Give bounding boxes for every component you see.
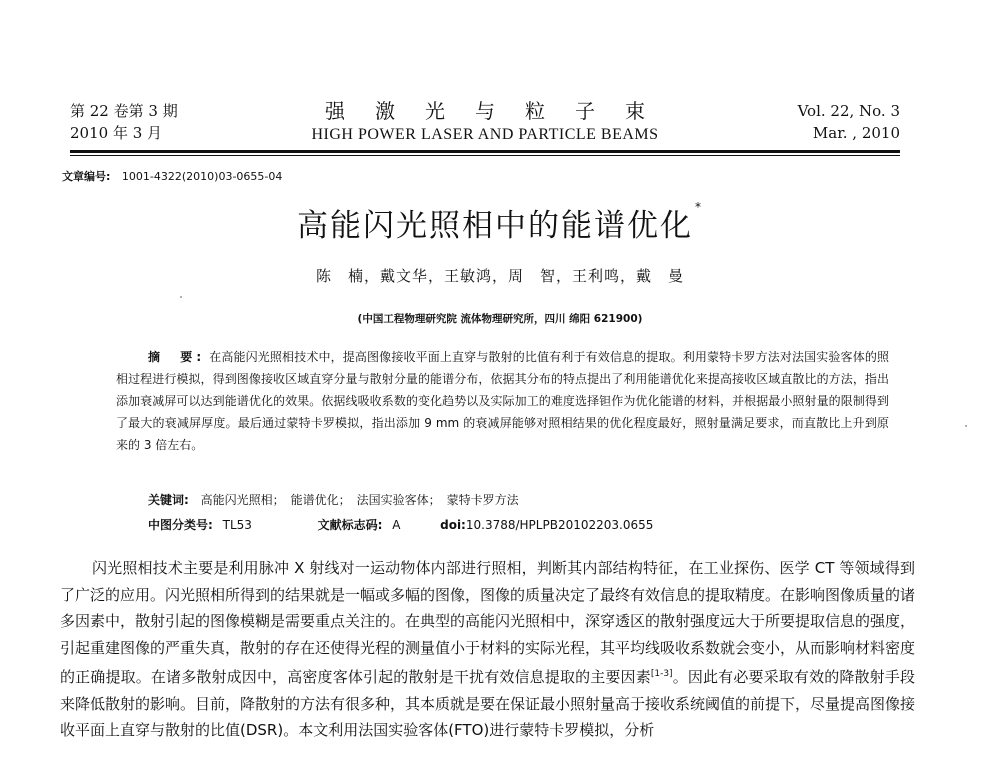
title-footnote-mark: * — [695, 200, 703, 214]
header-rule-thick — [70, 150, 900, 153]
running-header — [70, 100, 900, 148]
doi-label: doi: — [440, 518, 466, 532]
journal-name-en: HIGH POWER LASER AND PARTICLE BEAMS — [311, 126, 659, 143]
affiliation: (中国工程物理研究院 流体物理研究所，四川 绵阳 621900) — [357, 313, 643, 325]
scan-speck — [180, 296, 182, 298]
date-cn: 2010 年 3 月 — [70, 124, 163, 142]
keywords-label: 关键词: — [148, 493, 189, 507]
header-rule-thin — [70, 155, 900, 156]
header-right — [798, 100, 900, 144]
author-list: 陈 楠，戴文华，王敏鸿，周 智，王利鸣，戴 曼 — [315, 267, 684, 285]
keywords-text: 高能闪光照相； 能谱优化； 法国实验客体； 蒙特卡罗方法 — [200, 493, 519, 507]
paper-title-text: 高能闪光照相中的能谱优化 — [297, 208, 693, 244]
volume-en: Vol. 22, No. 3 — [797, 102, 900, 120]
body-p1-a: 闪光照相技术主要是利用脉冲 X 射线对一运动物体内部进行照相，判断其内部结构特征，在工业探伤、医学 CT 等领域得到了广泛的应用。闪光照相所得到的结果就是一幅或多幅的图像，图像的质量决定了最终有效信息的提取精度。在影响图像质量的诸多因素中，散射引起的图像模糊是需要重点关注的。在典型的高能闪光照相中，深穿透区的散射强度远大于所要提取信息的强度，引起重建图像的严重失真，散射的存在还使得光程的测量值小于材料的实际光程，其平均线吸收系数就会变小，从而影响材料密度的正确提取。在诸多散射成因中，高密度客体引起的散射是干扰有效信息提取的主要因素 — [60, 559, 916, 686]
keywords — [148, 491, 519, 508]
abstract-label: 摘 要: — [148, 350, 206, 364]
body-text — [60, 555, 915, 744]
doc-code-value: A — [392, 518, 401, 532]
body-p1-b: 。因此有必要采取有效的降散射手段来降低散射的影响。目前，降散射的方法有很多种，其本质就是要在保证最小照射量高于接收系统阈值的前提下，尽量提高图像接收平面上直穿与散射的比值(DSR)。本文利用法国实验客体(FTO)进行蒙特卡罗模拟，分析 — [60, 668, 916, 739]
clc-value: TL53 — [222, 518, 252, 532]
article-number — [62, 168, 282, 184]
body-paragraph — [60, 555, 915, 744]
volume-cn: 第 22 卷第 3 期 — [70, 102, 178, 120]
date-en: Mar. , 2010 — [812, 124, 900, 142]
scan-speck — [965, 425, 967, 427]
paper-title — [0, 200, 1000, 245]
abstract-text: 在高能闪光照相技术中，提高图像接收平面上直穿与散射的比值有利于有效信息的提取。利用蒙特卡罗方法对法国实验客体的照相过程进行模拟，得到图像接收区域直穿分量与散射分量的能谱分布，依据其分布的特点提出了利用能谱优化来提高接收区域直散比的方法，指出添加衰减屏可以达到能谱优化的效果。依据线吸收系数的变化趋势以及实际加工的难度选择钽作为优化能谱的材料，并根据最小照射量的限制得到了最大的衰减屏厚度。最后通过蒙特卡罗模拟，指出添加 9 mm 的衰减屏能够对照相结果的优化程度最好，照射量满足要求，而直散比上升到原来的 3 倍左右。 — [116, 350, 889, 452]
abstract-indent — [116, 350, 148, 364]
journal-name-cn: 强激光与粒子束 — [325, 99, 675, 123]
abstract — [116, 346, 889, 456]
citation-ref: [1-3] — [650, 669, 673, 679]
article-number-label: 文章编号: — [62, 170, 111, 183]
clc-label: 中图分类号: — [148, 518, 213, 532]
header-center — [70, 100, 900, 146]
doc-code-label: 文献标志码: — [317, 518, 383, 532]
article-number-value: 1001-4322(2010)03-0655-04 — [121, 170, 283, 183]
doi-value: 10.3788/HPLPB20102203.0655 — [465, 518, 654, 532]
classification-line — [148, 516, 868, 533]
